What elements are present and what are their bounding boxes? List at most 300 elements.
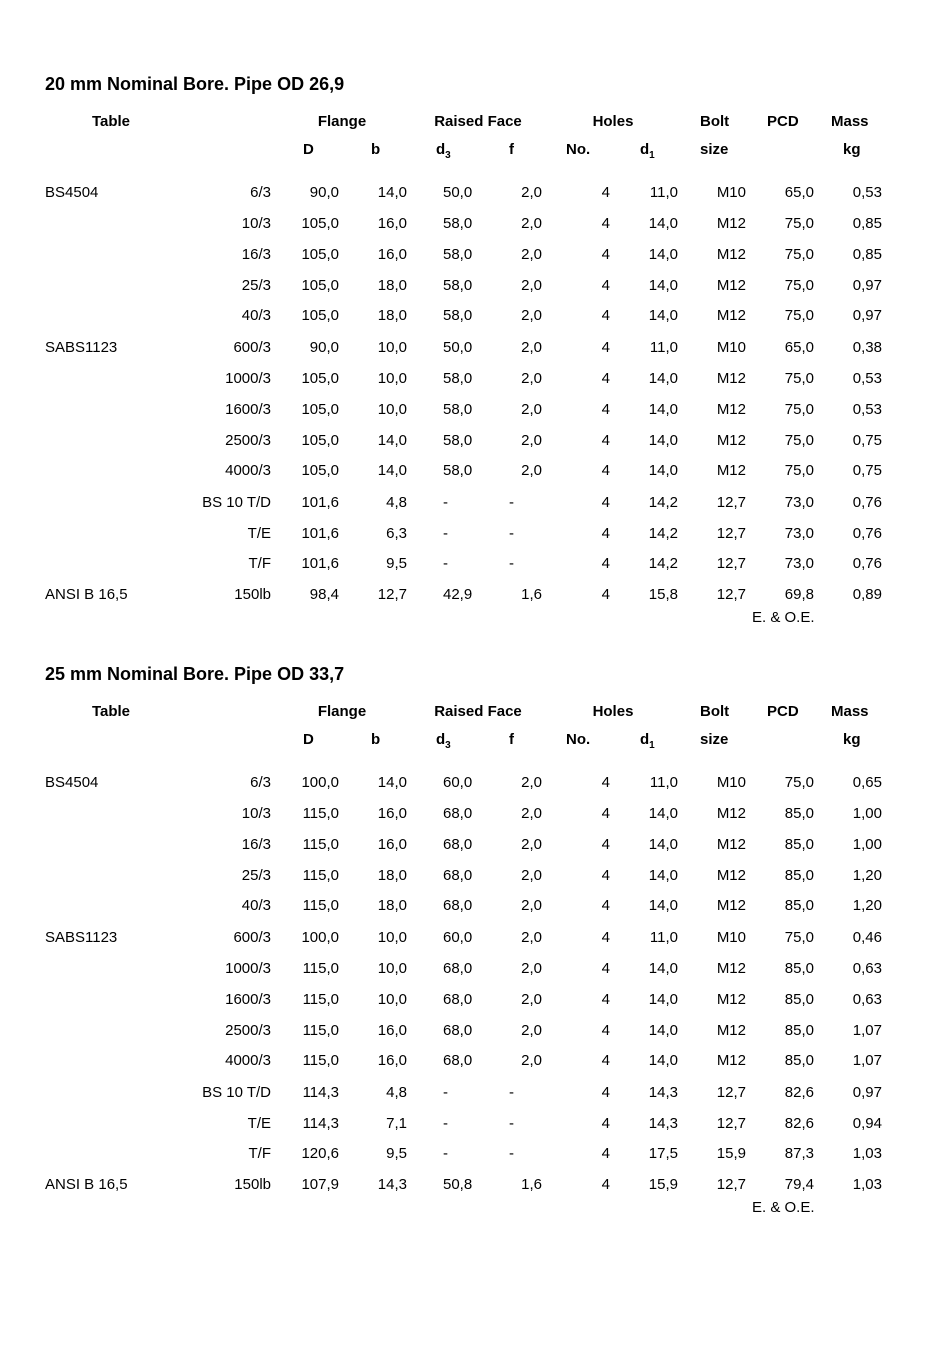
cell-standard: ANSI B 16,5 xyxy=(45,1176,128,1193)
cell-d3: 58,0 xyxy=(443,246,473,263)
cell-d1: 14,0 xyxy=(648,307,678,324)
cell-D: 105,0 xyxy=(301,432,339,449)
header-d3 xyxy=(436,141,451,159)
cell-pcd: 65,0 xyxy=(784,339,814,356)
cell-d3: - xyxy=(443,1145,448,1162)
header-d3-subscript: 3 xyxy=(445,150,451,161)
header-size: size xyxy=(700,731,729,748)
cell-d3: 68,0 xyxy=(443,897,473,914)
cell-f: 2,0 xyxy=(521,960,542,977)
cell-pcd: 73,0 xyxy=(784,555,814,572)
cell-d1: 14,0 xyxy=(648,991,678,1008)
cell-D: 115,0 xyxy=(302,1052,339,1069)
cell-class: 150lb xyxy=(234,1176,271,1193)
cell-no: 4 xyxy=(601,215,610,232)
cell-standard: BS4504 xyxy=(45,774,99,791)
cell-d3: - xyxy=(443,494,448,511)
header-d3-symbol: d xyxy=(436,731,446,748)
cell-b: 10,0 xyxy=(377,991,407,1008)
cell-D: 100,0 xyxy=(301,929,339,946)
cell-d3: - xyxy=(443,1115,448,1132)
cell-bolt: M12 xyxy=(716,462,746,479)
cell-d3: 58,0 xyxy=(443,370,473,387)
cell-D: 101,6 xyxy=(301,525,339,542)
cell-b: 16,0 xyxy=(377,1052,407,1069)
cell-f: 1,6 xyxy=(521,1176,542,1193)
cell-d1: 14,0 xyxy=(648,432,678,449)
cell-bolt: M12 xyxy=(716,1022,746,1039)
cell-d1: 14,0 xyxy=(648,867,678,884)
cell-no: 4 xyxy=(601,525,610,542)
cell-mass: 0,53 xyxy=(852,401,882,418)
cell-d3: 50,8 xyxy=(443,1176,473,1193)
cell-no: 4 xyxy=(601,246,610,263)
cell-no: 4 xyxy=(601,897,610,914)
cell-pcd: 65,0 xyxy=(784,184,814,201)
eoe-note: E. & O.E. xyxy=(752,609,815,626)
cell-class: 6/3 xyxy=(250,184,271,201)
cell-f: 2,0 xyxy=(521,897,542,914)
cell-class: 16/3 xyxy=(241,836,271,853)
cell-pcd: 87,3 xyxy=(784,1145,814,1162)
cell-f: 2,0 xyxy=(521,805,542,822)
cell-mass: 0,76 xyxy=(852,555,882,572)
cell-pcd: 75,0 xyxy=(784,929,814,946)
cell-bolt: 15,9 xyxy=(716,1145,746,1162)
cell-no: 4 xyxy=(601,867,610,884)
cell-d1: 11,0 xyxy=(649,184,678,201)
cell-pcd: 85,0 xyxy=(784,836,814,853)
cell-b: 18,0 xyxy=(377,307,407,324)
cell-pcd: 75,0 xyxy=(784,277,814,294)
cell-d1: 14,2 xyxy=(648,555,678,572)
cell-bolt: M12 xyxy=(716,867,746,884)
header-kg: kg xyxy=(843,731,861,748)
cell-class: BS 10 T/D xyxy=(202,494,271,511)
cell-pcd: 85,0 xyxy=(784,1052,814,1069)
cell-pcd: 82,6 xyxy=(784,1115,814,1132)
cell-bolt: M12 xyxy=(716,991,746,1008)
cell-bolt: M12 xyxy=(716,960,746,977)
cell-mass: 0,97 xyxy=(852,307,882,324)
cell-pcd: 73,0 xyxy=(784,494,814,511)
cell-pcd: 75,0 xyxy=(784,774,814,791)
cell-D: 114,3 xyxy=(302,1084,339,1101)
cell-d3: 58,0 xyxy=(443,432,473,449)
header-no: No. xyxy=(566,731,591,748)
header-D: D xyxy=(303,141,314,158)
cell-mass: 1,00 xyxy=(852,805,882,822)
eoe-note: E. & O.E. xyxy=(752,1199,815,1216)
cell-d3: 50,0 xyxy=(443,339,473,356)
cell-f: - xyxy=(509,525,514,542)
cell-f: 2,0 xyxy=(521,774,542,791)
cell-b: 16,0 xyxy=(377,805,407,822)
cell-pcd: 75,0 xyxy=(784,432,814,449)
header-raised-face: Raised Face xyxy=(434,113,522,130)
header-holes: Holes xyxy=(592,113,634,130)
cell-pcd: 85,0 xyxy=(784,805,814,822)
cell-b: 9,5 xyxy=(386,555,407,572)
cell-class: 25/3 xyxy=(241,867,271,884)
cell-b: 14,0 xyxy=(377,462,407,479)
cell-bolt: M12 xyxy=(716,1052,746,1069)
cell-pcd: 73,0 xyxy=(784,525,814,542)
cell-bolt: 12,7 xyxy=(716,555,746,572)
cell-D: 107,9 xyxy=(301,1176,339,1193)
header-bolt: Bolt xyxy=(700,703,730,720)
cell-bolt: 12,7 xyxy=(716,1176,746,1193)
cell-mass: 0,53 xyxy=(852,184,882,201)
cell-d1: 14,0 xyxy=(648,462,678,479)
cell-d3: 68,0 xyxy=(443,867,473,884)
cell-pcd: 75,0 xyxy=(784,246,814,263)
header-pcd: PCD xyxy=(767,703,799,720)
header-d1-subscript: 1 xyxy=(649,740,655,751)
header-no: No. xyxy=(566,141,591,158)
cell-d3: 42,9 xyxy=(443,586,473,603)
header-pcd: PCD xyxy=(767,113,799,130)
cell-bolt: M12 xyxy=(716,805,746,822)
header-b: b xyxy=(371,731,381,748)
cell-b: 4,8 xyxy=(386,1084,407,1101)
cell-D: 100,0 xyxy=(301,774,339,791)
cell-class: 40/3 xyxy=(241,897,271,914)
cell-bolt: M12 xyxy=(716,370,746,387)
cell-mass: 0,65 xyxy=(852,774,882,791)
cell-d3: 50,0 xyxy=(443,184,473,201)
cell-d3: 68,0 xyxy=(443,1022,473,1039)
header-table: Table xyxy=(91,703,131,720)
cell-f: 1,6 xyxy=(521,586,542,603)
cell-D: 105,0 xyxy=(301,462,339,479)
cell-f: - xyxy=(509,494,514,511)
cell-mass: 1,20 xyxy=(852,897,882,914)
header-table: Table xyxy=(91,113,131,130)
cell-f: - xyxy=(509,1145,514,1162)
cell-D: 105,0 xyxy=(301,277,339,294)
cell-class: T/F xyxy=(248,555,271,572)
cell-mass: 0,46 xyxy=(852,929,882,946)
cell-D: 105,0 xyxy=(301,307,339,324)
cell-bolt: M12 xyxy=(716,401,746,418)
cell-b: 12,7 xyxy=(377,586,407,603)
cell-class: 1000/3 xyxy=(225,370,271,387)
section-title: 25 mm Nominal Bore. Pipe OD 33,7 xyxy=(45,664,345,684)
header-holes: Holes xyxy=(592,703,634,720)
cell-bolt: 12,7 xyxy=(716,525,746,542)
cell-class: 4000/3 xyxy=(225,462,271,479)
header-d3-subscript: 3 xyxy=(445,740,451,751)
cell-f: 2,0 xyxy=(521,991,542,1008)
cell-D: 115,0 xyxy=(302,991,339,1008)
cell-f: - xyxy=(509,555,514,572)
header-flange: Flange xyxy=(317,113,367,130)
header-d1-symbol: d xyxy=(640,141,650,158)
cell-D: 120,6 xyxy=(301,1145,339,1162)
cell-bolt: 12,7 xyxy=(716,1115,746,1132)
cell-D: 90,0 xyxy=(309,184,339,201)
cell-class: 10/3 xyxy=(241,805,271,822)
cell-b: 16,0 xyxy=(377,1022,407,1039)
cell-bolt: M12 xyxy=(716,432,746,449)
cell-D: 115,0 xyxy=(302,1022,339,1039)
cell-d1: 14,0 xyxy=(648,805,678,822)
header-raised-face: Raised Face xyxy=(434,703,522,720)
cell-bolt: M10 xyxy=(716,339,746,356)
cell-bolt: M12 xyxy=(716,897,746,914)
cell-D: 114,3 xyxy=(302,1115,339,1132)
cell-mass: 0,63 xyxy=(852,960,882,977)
cell-mass: 0,97 xyxy=(852,277,882,294)
cell-no: 4 xyxy=(601,1115,610,1132)
cell-no: 4 xyxy=(601,1084,610,1101)
cell-class: 1600/3 xyxy=(225,401,271,418)
cell-d1: 14,0 xyxy=(648,960,678,977)
cell-mass: 0,76 xyxy=(852,494,882,511)
cell-mass: 0,75 xyxy=(852,432,882,449)
cell-d1: 14,2 xyxy=(648,494,678,511)
cell-no: 4 xyxy=(601,1022,610,1039)
cell-pcd: 85,0 xyxy=(784,867,814,884)
cell-mass: 0,38 xyxy=(852,339,882,356)
cell-d3: - xyxy=(443,525,448,542)
cell-b: 10,0 xyxy=(377,401,407,418)
cell-mass: 1,20 xyxy=(852,867,882,884)
cell-d1: 14,0 xyxy=(648,401,678,418)
cell-b: 14,0 xyxy=(377,184,407,201)
cell-class: 600/3 xyxy=(233,929,271,946)
cell-b: 10,0 xyxy=(377,960,407,977)
cell-no: 4 xyxy=(601,370,610,387)
header-mass: Mass xyxy=(831,703,869,720)
header-f: f xyxy=(509,141,514,158)
cell-mass: 1,07 xyxy=(852,1052,882,1069)
header-d1-subscript: 1 xyxy=(649,150,655,161)
cell-pcd: 75,0 xyxy=(784,215,814,232)
cell-pcd: 69,8 xyxy=(784,586,814,603)
cell-f: 2,0 xyxy=(521,307,542,324)
cell-no: 4 xyxy=(601,277,610,294)
cell-class: 40/3 xyxy=(241,307,271,324)
cell-class: 600/3 xyxy=(233,339,271,356)
cell-mass: 0,89 xyxy=(852,586,882,603)
cell-f: 2,0 xyxy=(521,867,542,884)
cell-b: 10,0 xyxy=(377,339,407,356)
cell-no: 4 xyxy=(601,805,610,822)
cell-bolt: M12 xyxy=(716,277,746,294)
cell-bolt: M10 xyxy=(716,929,746,946)
cell-standard: ANSI B 16,5 xyxy=(45,586,128,603)
cell-d1: 11,0 xyxy=(649,929,678,946)
cell-f: - xyxy=(509,1115,514,1132)
cell-d3: - xyxy=(443,555,448,572)
cell-D: 115,0 xyxy=(302,836,339,853)
cell-bolt: M12 xyxy=(716,246,746,263)
cell-d1: 14,3 xyxy=(648,1115,678,1132)
cell-standard: BS4504 xyxy=(45,184,99,201)
cell-f: 2,0 xyxy=(521,432,542,449)
cell-d1: 14,0 xyxy=(648,1022,678,1039)
cell-class: 25/3 xyxy=(241,277,271,294)
cell-no: 4 xyxy=(601,462,610,479)
cell-D: 101,6 xyxy=(301,494,339,511)
header-d3 xyxy=(436,731,451,749)
cell-mass: 0,75 xyxy=(852,462,882,479)
cell-b: 16,0 xyxy=(377,215,407,232)
cell-d3: 68,0 xyxy=(443,1052,473,1069)
cell-class: 2500/3 xyxy=(225,1022,271,1039)
cell-class: T/F xyxy=(248,1145,271,1162)
header-mass: Mass xyxy=(831,113,869,130)
cell-d3: 68,0 xyxy=(443,960,473,977)
cell-pcd: 79,4 xyxy=(784,1176,814,1193)
cell-f: 2,0 xyxy=(521,836,542,853)
cell-mass: 0,63 xyxy=(852,991,882,1008)
cell-d1: 14,0 xyxy=(648,277,678,294)
cell-pcd: 82,6 xyxy=(784,1084,814,1101)
cell-bolt: 12,7 xyxy=(716,494,746,511)
cell-no: 4 xyxy=(601,586,610,603)
cell-mass: 0,53 xyxy=(852,370,882,387)
header-b: b xyxy=(371,141,381,158)
cell-bolt: M12 xyxy=(716,836,746,853)
cell-d3: 58,0 xyxy=(443,401,473,418)
cell-d1: 11,0 xyxy=(649,774,678,791)
cell-pcd: 85,0 xyxy=(784,897,814,914)
cell-d1: 15,9 xyxy=(648,1176,678,1193)
cell-D: 105,0 xyxy=(301,246,339,263)
cell-b: 10,0 xyxy=(377,370,407,387)
header-f: f xyxy=(509,731,514,748)
cell-d3: 58,0 xyxy=(443,307,473,324)
cell-d1: 14,0 xyxy=(648,215,678,232)
cell-d3: 68,0 xyxy=(443,991,473,1008)
cell-f: 2,0 xyxy=(521,1022,542,1039)
cell-f: 2,0 xyxy=(521,401,542,418)
cell-no: 4 xyxy=(601,555,610,572)
cell-bolt: M12 xyxy=(716,307,746,324)
cell-D: 98,4 xyxy=(309,586,339,603)
cell-b: 18,0 xyxy=(377,277,407,294)
cell-bolt: M10 xyxy=(716,184,746,201)
cell-D: 101,6 xyxy=(301,555,339,572)
cell-pcd: 85,0 xyxy=(784,1022,814,1039)
cell-D: 115,0 xyxy=(302,960,339,977)
header-flange: Flange xyxy=(317,703,367,720)
cell-f: 2,0 xyxy=(521,246,542,263)
cell-d3: 60,0 xyxy=(443,774,473,791)
cell-no: 4 xyxy=(601,991,610,1008)
cell-class: 16/3 xyxy=(241,246,271,263)
cell-pcd: 75,0 xyxy=(784,370,814,387)
cell-class: 10/3 xyxy=(241,215,271,232)
header-size: size xyxy=(700,141,729,158)
cell-no: 4 xyxy=(601,432,610,449)
cell-class: 1000/3 xyxy=(225,960,271,977)
cell-f: 2,0 xyxy=(521,462,542,479)
cell-class: 1600/3 xyxy=(225,991,271,1008)
cell-d1: 14,2 xyxy=(648,525,678,542)
cell-mass: 0,85 xyxy=(852,246,882,263)
cell-D: 90,0 xyxy=(309,339,339,356)
cell-f: 2,0 xyxy=(521,215,542,232)
cell-pcd: 75,0 xyxy=(784,401,814,418)
cell-mass: 0,85 xyxy=(852,215,882,232)
cell-standard: SABS1123 xyxy=(45,929,118,946)
cell-standard: SABS1123 xyxy=(45,339,118,356)
cell-d3: 58,0 xyxy=(443,277,473,294)
cell-f: 2,0 xyxy=(521,1052,542,1069)
section-title: 20 mm Nominal Bore. Pipe OD 26,9 xyxy=(45,74,345,94)
cell-pcd: 75,0 xyxy=(784,462,814,479)
cell-D: 115,0 xyxy=(302,867,339,884)
cell-class: T/E xyxy=(247,1115,271,1132)
cell-d1: 14,0 xyxy=(648,370,678,387)
cell-no: 4 xyxy=(601,184,610,201)
cell-f: 2,0 xyxy=(521,370,542,387)
cell-mass: 1,03 xyxy=(852,1145,882,1162)
cell-b: 18,0 xyxy=(377,867,407,884)
cell-b: 6,3 xyxy=(386,525,407,542)
cell-no: 4 xyxy=(601,929,610,946)
cell-D: 105,0 xyxy=(301,215,339,232)
cell-d3: - xyxy=(443,1084,448,1101)
cell-mass: 1,07 xyxy=(852,1022,882,1039)
cell-no: 4 xyxy=(601,774,610,791)
cell-bolt: 12,7 xyxy=(716,1084,746,1101)
header-d3-symbol: d xyxy=(436,141,446,158)
cell-bolt: M12 xyxy=(716,215,746,232)
cell-D: 105,0 xyxy=(301,401,339,418)
cell-f: 2,0 xyxy=(521,929,542,946)
header-d1 xyxy=(640,731,655,749)
cell-class: 2500/3 xyxy=(225,432,271,449)
cell-no: 4 xyxy=(601,1176,610,1193)
cell-b: 14,0 xyxy=(377,774,407,791)
cell-class: 150lb xyxy=(234,586,271,603)
cell-mass: 0,76 xyxy=(852,525,882,542)
cell-bolt: M10 xyxy=(716,774,746,791)
cell-no: 4 xyxy=(601,307,610,324)
cell-class: 4000/3 xyxy=(225,1052,271,1069)
cell-d1: 17,5 xyxy=(648,1145,678,1162)
cell-no: 4 xyxy=(601,1145,610,1162)
cell-d1: 11,0 xyxy=(649,339,678,356)
cell-no: 4 xyxy=(601,960,610,977)
cell-d1: 14,0 xyxy=(648,836,678,853)
cell-b: 18,0 xyxy=(377,897,407,914)
cell-b: 14,0 xyxy=(377,432,407,449)
cell-class: T/E xyxy=(247,525,271,542)
cell-f: 2,0 xyxy=(521,339,542,356)
cell-f: - xyxy=(509,1084,514,1101)
cell-pcd: 85,0 xyxy=(784,991,814,1008)
cell-no: 4 xyxy=(601,1052,610,1069)
cell-mass: 1,00 xyxy=(852,836,882,853)
cell-b: 16,0 xyxy=(377,246,407,263)
cell-d3: 68,0 xyxy=(443,836,473,853)
cell-d1: 14,0 xyxy=(648,246,678,263)
cell-bolt: 12,7 xyxy=(716,586,746,603)
cell-no: 4 xyxy=(601,494,610,511)
cell-class: BS 10 T/D xyxy=(202,1084,271,1101)
cell-d3: 58,0 xyxy=(443,215,473,232)
cell-f: 2,0 xyxy=(521,277,542,294)
cell-class: 6/3 xyxy=(250,774,271,791)
cell-b: 10,0 xyxy=(377,929,407,946)
cell-b: 14,3 xyxy=(377,1176,407,1193)
